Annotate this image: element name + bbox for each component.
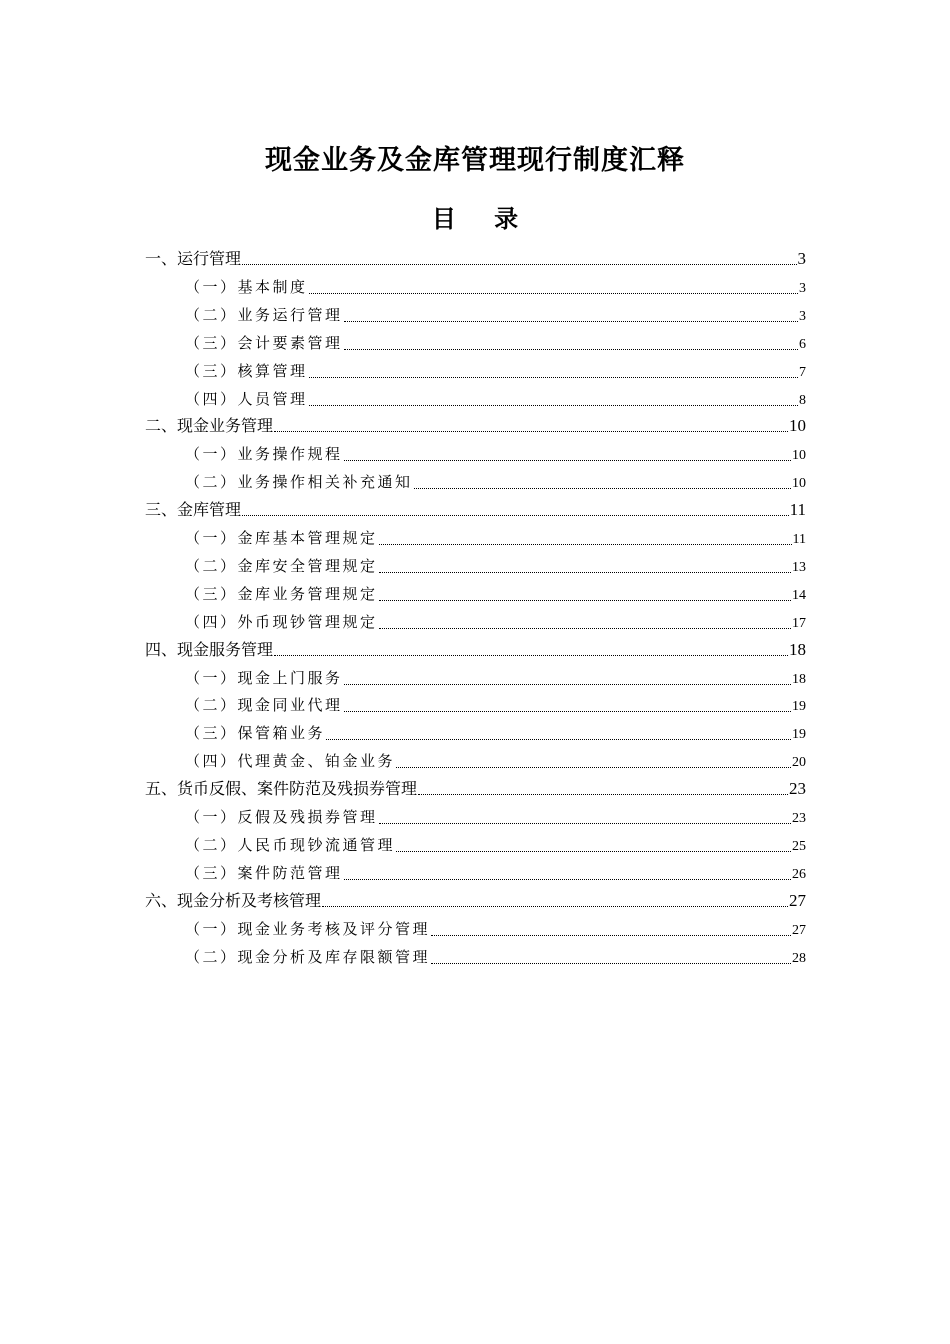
toc-entry-label: 一、运行管理: [145, 249, 242, 268]
toc-page-number: 27: [792, 923, 806, 938]
toc-subsection-entry[interactable]: [185, 861, 806, 885]
toc-entry-label: （一）基本制度: [185, 278, 308, 296]
toc-dot-leader: [379, 600, 791, 601]
toc-page-number: 23: [792, 811, 806, 826]
toc-page-number: 18: [792, 672, 806, 687]
toc-page-number: 28: [792, 951, 806, 966]
toc-dot-leader: [242, 515, 789, 516]
toc-entry-label: 三、金库管理: [145, 500, 242, 519]
toc-subsection-entry[interactable]: [185, 749, 806, 773]
toc-entry-label: （二）现金同业代理: [185, 696, 343, 714]
toc-page-number: 10: [792, 476, 806, 491]
toc-page-number: 3: [799, 309, 806, 324]
toc-entry-label: （四）代理黄金、铂金业务: [185, 752, 396, 770]
toc-dot-leader: [344, 349, 798, 350]
toc-dot-leader: [431, 935, 791, 936]
toc-page-number: 11: [789, 500, 806, 519]
toc-dot-leader: [396, 851, 791, 852]
toc-subsection-entry[interactable]: [185, 387, 806, 411]
toc-page-number: 26: [792, 867, 806, 882]
toc-entry-label: （三）核算管理: [185, 362, 308, 380]
toc-dot-leader: [344, 460, 791, 461]
toc-dot-leader: [414, 488, 791, 489]
toc-entry-label: （一）现金业务考核及评分管理: [185, 920, 431, 938]
toc-subsection-entry[interactable]: [185, 945, 806, 969]
toc-entry-label: （三）金库业务管理规定: [185, 585, 378, 603]
toc-entry-label: 四、现金服务管理: [145, 640, 274, 659]
toc-entry-label: （三）会计要素管理: [185, 334, 343, 352]
toc-dot-leader: [344, 711, 791, 712]
toc-entry-label: （二）业务运行管理: [185, 306, 343, 324]
toc-dot-leader: [322, 906, 788, 907]
toc-subsection-entry[interactable]: [185, 666, 806, 690]
toc-entry-label: （二）现金分析及库存限额管理: [185, 948, 431, 966]
toc-dot-leader: [344, 684, 791, 685]
toc-entry-label: 五、货币反假、案件防范及残损券管理: [145, 779, 418, 798]
toc-entry-label: （四）人员管理: [185, 390, 308, 408]
toc-entry-label: 六、现金分析及考核管理: [145, 891, 322, 910]
toc-dot-leader: [396, 767, 791, 768]
toc-section-entry[interactable]: [145, 247, 806, 271]
toc-page-number: 7: [799, 365, 806, 380]
toc-subsection-entry[interactable]: [185, 554, 806, 578]
toc-dot-leader: [242, 264, 796, 265]
toc-section-entry[interactable]: [145, 777, 806, 801]
toc-page-number: 20: [792, 755, 806, 770]
toc-subsection-entry[interactable]: [185, 331, 806, 355]
toc-page-number: 19: [792, 727, 806, 742]
toc-subsection-entry[interactable]: [185, 917, 806, 941]
toc-subsection-entry[interactable]: [185, 526, 806, 550]
toc-entry-label: （二）金库安全管理规定: [185, 557, 378, 575]
toc-page-number: 27: [789, 891, 806, 910]
toc-entry-label: （二）业务操作相关补充通知: [185, 473, 413, 491]
toc-page-number: 11: [792, 532, 806, 547]
toc-dot-leader: [274, 431, 788, 432]
toc-entry-label: （四）外币现钞管理规定: [185, 613, 378, 631]
toc-entry-label: 二、现金业务管理: [145, 416, 274, 435]
toc-entry-label: （三）案件防范管理: [185, 864, 343, 882]
toc-page-number: 18: [789, 640, 806, 659]
toc-page-number: 8: [799, 393, 806, 408]
toc-section-entry[interactable]: [145, 638, 806, 662]
toc-section-entry[interactable]: [145, 498, 806, 522]
toc-subsection-entry[interactable]: [185, 805, 806, 829]
toc-dot-leader: [379, 544, 792, 545]
toc-dot-leader: [431, 963, 791, 964]
toc-subsection-entry[interactable]: [185, 610, 806, 634]
toc-entry-label: （一）现金上门服务: [185, 669, 343, 687]
toc-dot-leader: [379, 628, 791, 629]
toc-page-number: 3: [799, 281, 806, 296]
toc-entry-label: （一）反假及残损券管理: [185, 808, 378, 826]
toc-dot-leader: [274, 655, 788, 656]
toc-section-entry[interactable]: [145, 889, 806, 913]
toc-page-number: 6: [799, 337, 806, 352]
toc-subsection-entry[interactable]: [185, 833, 806, 857]
toc-page-number: 14: [792, 588, 806, 603]
toc-subsection-entry[interactable]: [185, 721, 806, 745]
toc-subsection-entry[interactable]: [185, 303, 806, 327]
toc-dot-leader: [418, 794, 788, 795]
toc-page-number: 10: [792, 448, 806, 463]
toc-page-number: 17: [792, 616, 806, 631]
toc-entry-label: （三）保管箱业务: [185, 724, 326, 742]
toc-subsection-entry[interactable]: [185, 693, 806, 717]
toc-heading: 目 录: [431, 205, 519, 233]
toc-page-number: 3: [797, 249, 806, 268]
toc-subsection-entry[interactable]: [185, 470, 806, 494]
toc-page-number: 10: [789, 416, 806, 435]
toc-subsection-entry[interactable]: [185, 359, 806, 383]
toc-dot-leader: [379, 572, 791, 573]
toc-page-number: 25: [792, 839, 806, 854]
toc-entry-label: （二）人民币现钞流通管理: [185, 836, 396, 854]
document-title: 现金业务及金库管理现行制度汇释: [265, 145, 685, 176]
toc-subsection-entry[interactable]: [185, 582, 806, 606]
toc-dot-leader: [344, 321, 798, 322]
toc-page-number: 13: [792, 560, 806, 575]
toc-dot-leader: [379, 823, 791, 824]
toc-section-entry[interactable]: [145, 414, 806, 438]
toc-dot-leader: [344, 879, 791, 880]
toc-dot-leader: [326, 739, 791, 740]
toc-dot-leader: [309, 377, 798, 378]
toc-dot-leader: [309, 405, 798, 406]
toc-subsection-entry[interactable]: [185, 275, 806, 299]
toc-entry-label: （一）金库基本管理规定: [185, 529, 378, 547]
toc-dot-leader: [309, 293, 798, 294]
toc-entry-label: （一）业务操作规程: [185, 445, 343, 463]
toc-page-number: 23: [789, 779, 806, 798]
toc-subsection-entry[interactable]: [185, 442, 806, 466]
toc-page-number: 19: [792, 699, 806, 714]
